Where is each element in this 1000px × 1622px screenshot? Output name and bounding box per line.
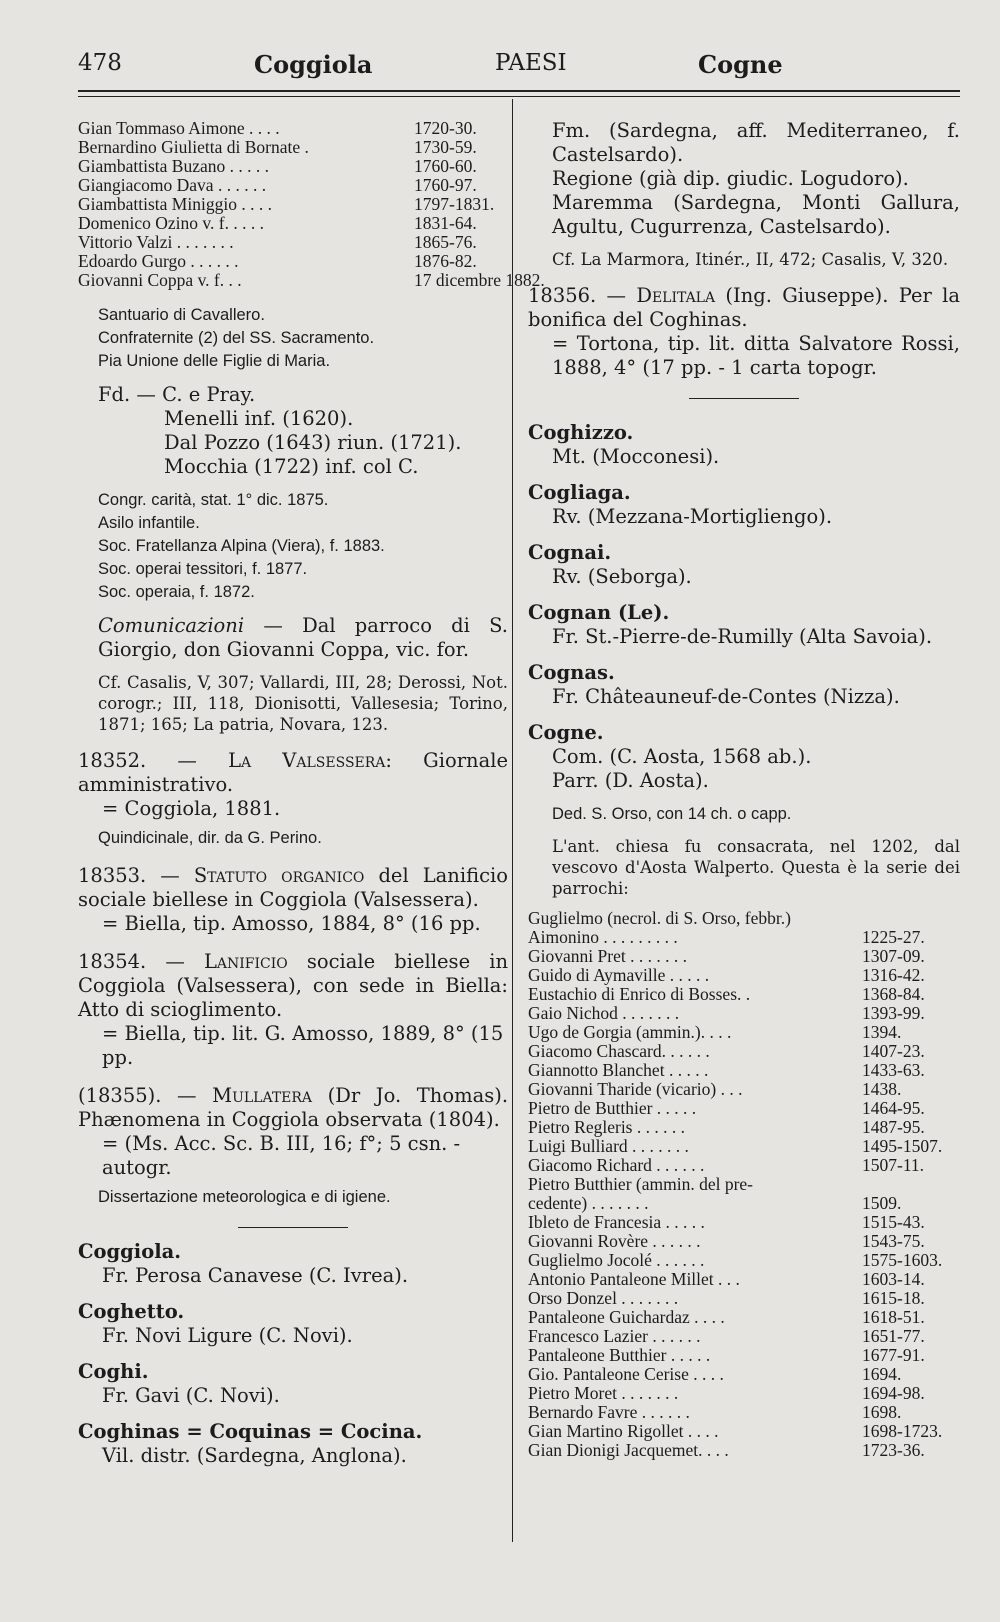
parroco-row bbox=[78, 138, 508, 157]
headword-coghetto: Coghetto. bbox=[78, 1300, 185, 1323]
headword-cognan-text: Fr. St.-Pierre-de-Rumilly (Alta Savoia). bbox=[552, 625, 933, 648]
entry-author: Statuto organico bbox=[193, 864, 365, 887]
parroco-name: Pietro Butthier (ammin. del pre- bbox=[528, 1174, 754, 1194]
headword-coghi-text: Fr. Gavi (C. Novi). bbox=[102, 1384, 280, 1407]
note-fratellanza: Soc. Fratellanza Alpina (Viera), f. 1883. bbox=[98, 537, 385, 555]
headword-cognai-text: Rv. (Seborga). bbox=[552, 565, 692, 588]
parroco-dates: 1698. bbox=[862, 1402, 902, 1422]
parroco-name: Pietro Moret . . . . . . . bbox=[528, 1383, 679, 1403]
parroco-dates: 1760-60. bbox=[414, 156, 477, 176]
parroco-dates: 1723-36. bbox=[862, 1440, 925, 1460]
parroco-dates: 1865-76. bbox=[414, 232, 477, 252]
entry-18352: 18352. — La Valsessera: Giornale amministrativo. bbox=[78, 749, 508, 796]
parroco-row bbox=[528, 1194, 960, 1213]
page-number: 478 bbox=[78, 50, 122, 76]
parroco-row bbox=[528, 1023, 960, 1042]
headword-coghinas: Coghinas = Coquinas = Cocina. bbox=[78, 1420, 423, 1443]
parroco-row bbox=[528, 1403, 960, 1422]
entry-title: Giornale amministrativo. bbox=[78, 749, 508, 796]
parroco-name: Vittorio Valzi . . . . . . . bbox=[78, 232, 234, 252]
entry-title: (Dr Jo. Thomas). Phænomena in Coggiola observata (1804). bbox=[78, 1084, 509, 1131]
right-running-head: Cogne bbox=[698, 50, 783, 79]
parroco-row bbox=[528, 1156, 960, 1175]
note-asilo: Asilo infantile. bbox=[98, 514, 200, 532]
parroco-name: Giambattista Buzano . . . . . bbox=[78, 156, 270, 176]
fd-line-menelli: Menelli inf. (1620). bbox=[164, 407, 354, 430]
parroco-dates: 1464-95. bbox=[862, 1098, 925, 1118]
parroco-row bbox=[528, 1080, 960, 1099]
parroco-row bbox=[528, 1327, 960, 1346]
parroco-name: Orso Donzel . . . . . . . bbox=[528, 1288, 679, 1308]
parroco-row bbox=[528, 1099, 960, 1118]
parroco-dates: 1694. bbox=[862, 1364, 902, 1384]
entry-title: sociale biellese in Coggiola (Valsessera), con sede in Biella: Atto di scioglimento. bbox=[78, 950, 509, 1021]
parroco-row bbox=[528, 1004, 960, 1023]
left-parish-list bbox=[78, 118, 545, 290]
entry-note: Quindicinale, dir. da G. Perino. bbox=[98, 829, 322, 847]
parroco-row bbox=[528, 1175, 960, 1194]
cf-references-2: Cf. La Marmora, Itinér., II, 472; Casalis, V, 320. bbox=[552, 250, 949, 269]
parroco-dates: 1618-51. bbox=[862, 1307, 925, 1327]
parroco-dates: 1433-63. bbox=[862, 1060, 925, 1080]
parroco-name: Giacomo Richard . . . . . . bbox=[528, 1155, 705, 1175]
entry-title: (Ing. Giuseppe). Per la bonifica del Coghinas. bbox=[528, 284, 960, 331]
parroco-name: Guglielmo (necrol. di S. Orso, febbr.) bbox=[528, 908, 791, 928]
entry-number: 18356. — bbox=[528, 284, 627, 307]
parroco-name: Pietro de Butthier . . . . . bbox=[528, 1098, 697, 1118]
parroco-dates: 1495-1507. bbox=[862, 1136, 943, 1156]
headword-cognas: Cognas. bbox=[528, 661, 615, 684]
note-operaia: Soc. operaia, f. 1872. bbox=[98, 583, 255, 601]
parroco-name: Guglielmo Jocolé . . . . . . bbox=[528, 1250, 705, 1270]
parroco-name: Aimonino . . . . . . . . . bbox=[528, 927, 678, 947]
entry-author: La Valsessera: bbox=[228, 749, 392, 772]
parroco-dates: 1831-64. bbox=[414, 213, 477, 233]
cogne-ded: Ded. S. Orso, con 14 ch. o capp. bbox=[552, 805, 792, 823]
parroco-row bbox=[528, 1137, 960, 1156]
parroco-dates: 1543-75. bbox=[862, 1231, 925, 1251]
headword-coghinas-text: Vil. distr. (Sardegna, Anglona). bbox=[102, 1444, 407, 1467]
parroco-row bbox=[528, 1270, 960, 1289]
cf-references-1: Cf. Casalis, V, 307; Vallardi, III, 28; Derossi, Not. corogr.; III, 118, Dionisotti, Vallesesia; Torino, 1871; 165; La patria, Novara, 123. bbox=[98, 673, 508, 734]
header-rule-thick bbox=[78, 90, 960, 92]
headword-coghi: Coghi. bbox=[78, 1360, 149, 1383]
parroco-row bbox=[528, 1441, 960, 1460]
parroco-name: Pietro Regleris . . . . . . bbox=[528, 1117, 685, 1137]
headword-coggiola-text: Fr. Perosa Canavese (C. Ivrea). bbox=[102, 1264, 409, 1287]
page-header bbox=[78, 50, 960, 86]
headword-cognan: Cognan (Le). bbox=[528, 601, 670, 624]
section-divider bbox=[689, 398, 799, 399]
parroco-name: Giambattista Miniggio . . . . bbox=[78, 194, 272, 214]
parroco-dates: 1394. bbox=[862, 1022, 902, 1042]
parroco-dates: 1603-14. bbox=[862, 1269, 925, 1289]
left-column bbox=[78, 118, 545, 1468]
parroco-row bbox=[528, 1118, 960, 1137]
parroco-row bbox=[528, 1232, 960, 1251]
parroco-row bbox=[528, 1251, 960, 1270]
parroco-name: Gio. Pantaleone Cerise . . . . bbox=[528, 1364, 724, 1384]
parroco-name: Giacomo Chascard. . . . . . bbox=[528, 1041, 710, 1061]
parroco-name: Giovanni Rovère . . . . . . bbox=[528, 1231, 701, 1251]
parroco-row bbox=[528, 1422, 960, 1441]
parroco-row bbox=[78, 157, 508, 176]
right-parish-list bbox=[528, 928, 960, 1460]
entry-publisher: = Biella, tip. Amosso, 1884, 8° (16 pp. bbox=[102, 912, 481, 935]
parroco-dates: 1575-1603. bbox=[862, 1250, 943, 1270]
entry-18356 bbox=[528, 284, 960, 332]
column-divider bbox=[512, 99, 513, 1542]
parroco-name: Ugo de Gorgia (ammin.). . . . bbox=[528, 1022, 732, 1042]
headword-cogliaga-text: Rv. (Mezzana-Mortigliengo). bbox=[552, 505, 833, 528]
parroco-dates: 1694-98. bbox=[862, 1383, 925, 1403]
entry-number: (18355). — bbox=[78, 1084, 197, 1107]
fm-line: Fm. (Sardegna, aff. Mediterraneo, f. Castelsardo). bbox=[552, 119, 960, 166]
parroco-row bbox=[78, 270, 545, 290]
parroco-name: Domenico Ozino v. f. . . . . bbox=[78, 213, 264, 233]
parroco-name: Giovanni Tharide (vicario) . . . bbox=[528, 1079, 743, 1099]
parroco-dates: 1507-11. bbox=[862, 1155, 925, 1175]
parroco-name: Bernardino Giulietta di Bornate . bbox=[78, 137, 309, 157]
parroco-row bbox=[528, 1308, 960, 1327]
parroco-row bbox=[528, 1346, 960, 1365]
entry-number: 18352. bbox=[78, 749, 147, 772]
parroco-name: Francesco Lazier . . . . . . bbox=[528, 1326, 701, 1346]
parroco-name: Pantaleone Butthier . . . . . bbox=[528, 1345, 711, 1365]
fd-label: Fd. — C. e Pray. bbox=[98, 383, 256, 406]
fd-line-dal-pozzo: Dal Pozzo (1643) riun. (1721). bbox=[164, 431, 462, 454]
parroco-dates: 1393-99. bbox=[862, 1003, 925, 1023]
parroco-row bbox=[78, 195, 508, 214]
parroco-dates: 1651-77. bbox=[862, 1326, 925, 1346]
parroco-dates: 1316-42. bbox=[862, 965, 925, 985]
entry-publisher: = Coggiola, 1881. bbox=[102, 797, 281, 820]
parroco-name: Giovanni Coppa v. f. . . bbox=[78, 270, 242, 290]
parroco-name: Gian Dionigi Jacquemet. . . . bbox=[528, 1440, 729, 1460]
entry-18355 bbox=[78, 1084, 508, 1132]
parroco-name: Giannotto Blanchet . . . . . bbox=[528, 1060, 709, 1080]
headword-coghizzo-text: Mt. (Mocconesi). bbox=[552, 445, 720, 468]
comunicazioni-label: Comunicazioni bbox=[98, 614, 245, 637]
parroco-name: cedente) . . . . . . . bbox=[528, 1193, 649, 1213]
parroco-name: Eustachio di Enrico di Bosses. . bbox=[528, 984, 751, 1004]
parroco-dates: 1515-43. bbox=[862, 1212, 925, 1232]
parroco-name: Bernardo Favre . . . . . . bbox=[528, 1402, 690, 1422]
entry-note: Dissertazione meteorologica e di igiene. bbox=[98, 1188, 391, 1206]
parroco-dates: 1698-1723. bbox=[862, 1421, 943, 1441]
entry-publisher: = Tortona, tip. lit. ditta Salvatore Rossi, 1888, 4° (17 pp. - 1 carta topogr. bbox=[552, 332, 960, 379]
cogne-first-parroco bbox=[528, 909, 960, 928]
parroco-row bbox=[78, 233, 508, 252]
parroco-dates: 1720-30. bbox=[414, 118, 477, 138]
comunicazioni bbox=[78, 614, 508, 662]
comunicazioni-text: — Dal parroco di S. Giorgio, don Giovanni Coppa, vic. for. bbox=[98, 614, 508, 661]
note-operai-tessitori: Soc. operai tessitori, f. 1877. bbox=[98, 560, 308, 578]
parroco-name: Gaio Nichod . . . . . . . bbox=[528, 1003, 680, 1023]
parroco-row bbox=[528, 1384, 960, 1403]
parroco-row bbox=[528, 966, 960, 985]
cogne-parr: Parr. (D. Aosta). bbox=[552, 769, 709, 792]
parroco-row bbox=[528, 1042, 960, 1061]
parroco-dates: 1225-27. bbox=[862, 927, 925, 947]
entry-number: 18354. — bbox=[78, 950, 185, 973]
parroco-name: Pantaleone Guichardaz . . . . bbox=[528, 1307, 725, 1327]
parroco-dates: 1407-23. bbox=[862, 1041, 925, 1061]
note-pia-unione: Pia Unione delle Figlie di Maria. bbox=[98, 352, 331, 370]
regione-line: Regione (già dip. giudic. Logudoro). bbox=[552, 167, 909, 190]
parroco-row bbox=[528, 1289, 960, 1308]
headword-coggiola: Coggiola. bbox=[78, 1240, 182, 1263]
parroco-name: Guido di Aymaville . . . . . bbox=[528, 965, 710, 985]
parroco-dates: 1730-59. bbox=[414, 137, 477, 157]
headword-coghetto-text: Fr. Novi Ligure (C. Novi). bbox=[102, 1324, 353, 1347]
entry-title: del Lanificio sociale biellese in Coggiola (Valsessera). bbox=[78, 864, 509, 911]
headword-cogne: Cogne. bbox=[528, 721, 604, 744]
parroco-dates: 1438. bbox=[862, 1079, 902, 1099]
parroco-dates: 1307-09. bbox=[862, 946, 925, 966]
center-running-head: PAESI bbox=[495, 50, 567, 76]
entry-number: 18353. — bbox=[78, 864, 180, 887]
parroco-dates: 1487-95. bbox=[862, 1117, 925, 1137]
headword-cognai: Cognai. bbox=[528, 541, 612, 564]
parroco-dates: 17 dicembre 1882. bbox=[414, 270, 545, 290]
cogne-intro: L'ant. chiesa fu consacrata, nel 1202, dal vescovo d'Aosta Walperto. Questa è la serie dei parrochi: bbox=[552, 837, 960, 898]
parroco-name: Ibleto de Francesia . . . . . bbox=[528, 1212, 705, 1232]
entry-publisher: = (Ms. Acc. Sc. B. III, 16; f°; 5 csn. - autogr. bbox=[102, 1132, 461, 1179]
entry-author: Lanificio bbox=[203, 950, 288, 973]
headword-cogliaga: Cogliaga. bbox=[528, 481, 631, 504]
parroco-row bbox=[78, 252, 508, 271]
parroco-row bbox=[78, 214, 508, 233]
headword-coghizzo: Coghizzo. bbox=[528, 421, 634, 444]
parroco-row bbox=[528, 1061, 960, 1080]
parroco-name: Edoardo Gurgo . . . . . . bbox=[78, 251, 239, 271]
entry-author: Delitala bbox=[636, 284, 716, 307]
note-congr: Congr. carità, stat. 1° dic. 1875. bbox=[98, 491, 329, 509]
parroco-row bbox=[528, 928, 960, 947]
parroco-name: Giangiacomo Dava . . . . . . bbox=[78, 175, 267, 195]
parroco-row bbox=[528, 1213, 960, 1232]
parroco-dates: 1876-82. bbox=[414, 251, 477, 271]
parroco-row bbox=[528, 1365, 960, 1384]
right-column bbox=[528, 119, 960, 1460]
parroco-row bbox=[78, 176, 508, 195]
entry-publisher: = Biella, tip. lit. G. Amosso, 1889, 8° (15 pp. bbox=[102, 1022, 504, 1069]
note-confraternite: Confraternite (2) del SS. Sacramento. bbox=[98, 329, 375, 347]
parroco-dates: 1797-1831. bbox=[414, 194, 495, 214]
entry-author: Mullatera bbox=[212, 1084, 313, 1107]
parroco-row bbox=[528, 985, 960, 1004]
parroco-name: Gian Martino Rigollet . . . . bbox=[528, 1421, 719, 1441]
parroco-name: Gian Tommaso Aimone . . . . bbox=[78, 118, 280, 138]
cogne-com: Com. (C. Aosta, 1568 ab.). bbox=[552, 745, 812, 768]
headword-cognas-text: Fr. Châteauneuf-de-Contes (Nizza). bbox=[552, 685, 900, 708]
parroco-row bbox=[78, 119, 508, 138]
parroco-dates: 1509. bbox=[862, 1193, 902, 1213]
entry-18354 bbox=[78, 950, 508, 1022]
header-rule-thin bbox=[78, 96, 960, 97]
parroco-name: Giovanni Pret . . . . . . . bbox=[528, 946, 687, 966]
parroco-dates: 1615-18. bbox=[862, 1288, 925, 1308]
note-santuario: Santuario di Cavallero. bbox=[98, 306, 265, 324]
parroco-row bbox=[528, 947, 960, 966]
entry-18353 bbox=[78, 864, 508, 912]
parroco-name: Antonio Pantaleone Millet . . . bbox=[528, 1269, 740, 1289]
parroco-name: Luigi Bulliard . . . . . . . bbox=[528, 1136, 689, 1156]
section-divider bbox=[238, 1227, 348, 1228]
parroco-dates: 1677-91. bbox=[862, 1345, 925, 1365]
fd-line-mocchia: Mocchia (1722) inf. col C. bbox=[164, 455, 419, 478]
left-running-head: Coggiola bbox=[254, 50, 373, 79]
parroco-dates: 1760-97. bbox=[414, 175, 477, 195]
parroco-dates: 1368-84. bbox=[862, 984, 925, 1004]
maremma-line: Maremma (Sardegna, Monti Gallura, Agultu, Cugurrenza, Castelsardo). bbox=[552, 191, 960, 238]
